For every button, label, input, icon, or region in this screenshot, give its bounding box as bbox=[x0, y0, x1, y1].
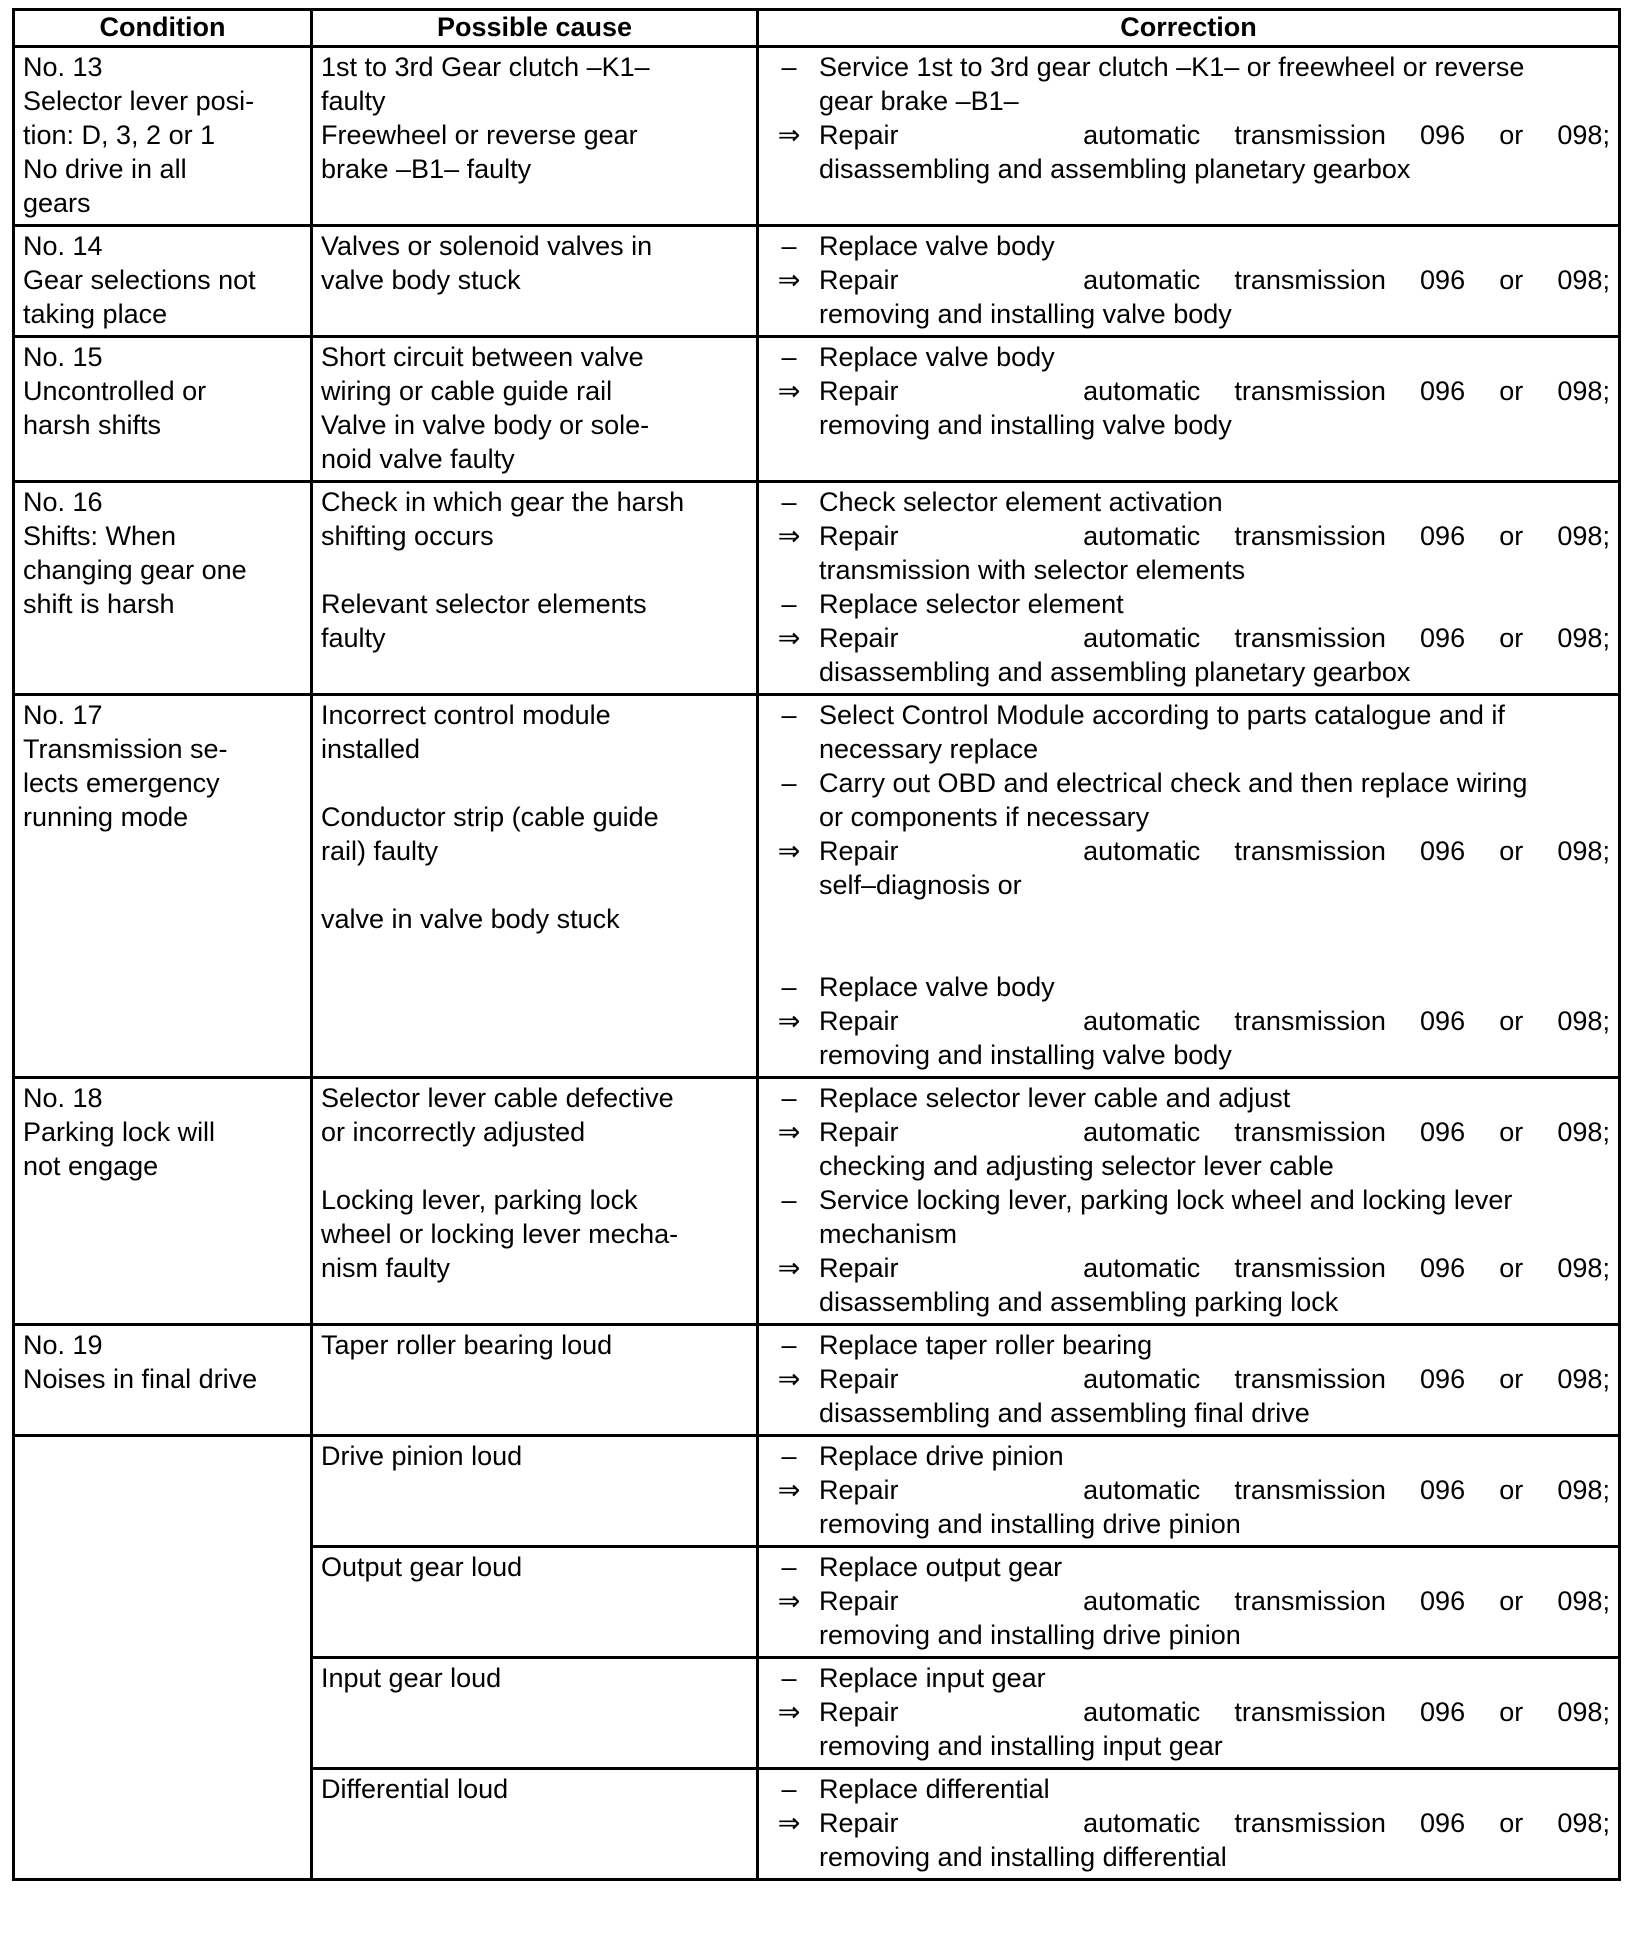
repair-manual-ref: automatic transmission 096 or 098; bbox=[1083, 1808, 1610, 1838]
correction-line: removing and installing input gear bbox=[819, 1731, 1223, 1761]
correction-cell bbox=[758, 1436, 1620, 1547]
repair-label: Repair bbox=[819, 1006, 899, 1036]
condition-line: No. 16 bbox=[23, 487, 103, 517]
correction-line: checking and adjusting selector lever cable bbox=[819, 1151, 1334, 1181]
cause-line: shifting occurs bbox=[321, 521, 494, 551]
dash-bullet-icon: – bbox=[781, 52, 797, 82]
cause-line: Check in which gear the harsh bbox=[321, 487, 685, 517]
cause-spacer bbox=[321, 553, 748, 587]
repair-line bbox=[819, 1473, 1610, 1507]
correction-step bbox=[767, 587, 1610, 621]
header-condition: Condition bbox=[14, 10, 312, 47]
cause-cell bbox=[312, 1325, 758, 1436]
condition-line: No. 19 bbox=[23, 1330, 103, 1360]
correction-cell bbox=[758, 1658, 1620, 1769]
correction-line: Replace selector lever cable and adjust bbox=[819, 1083, 1291, 1113]
condition-line: running mode bbox=[23, 802, 189, 832]
correction-line: disassembling and assembling planetary gearbox bbox=[819, 657, 1411, 687]
dash-bullet-icon: – bbox=[781, 231, 797, 261]
repair-label: Repair bbox=[819, 1586, 899, 1616]
arrow-icon: ⇒ bbox=[777, 1697, 801, 1727]
cause-line: valve body stuck bbox=[321, 265, 521, 295]
correction-cell bbox=[758, 47, 1620, 226]
condition-line: taking place bbox=[23, 299, 168, 329]
troubleshooting-table bbox=[12, 8, 1621, 1881]
condition-line: Uncontrolled or bbox=[23, 376, 207, 406]
repair-label: Repair bbox=[819, 1808, 899, 1838]
condition-line: harsh shifts bbox=[23, 410, 162, 440]
repair-line bbox=[819, 519, 1610, 553]
repair-line bbox=[819, 834, 1610, 868]
repair-line bbox=[819, 1115, 1610, 1149]
cause-cell bbox=[312, 1078, 758, 1325]
arrow-icon: ⇒ bbox=[777, 521, 801, 551]
arrow-icon: ⇒ bbox=[777, 836, 801, 866]
header-correction: Correction bbox=[758, 10, 1620, 47]
table-row bbox=[14, 695, 1620, 1078]
condition-cell bbox=[14, 226, 312, 337]
cause-line: Conductor strip (cable guide bbox=[321, 802, 659, 832]
repair-label: Repair bbox=[819, 623, 899, 653]
cause-cell bbox=[312, 1658, 758, 1769]
cause-line: Drive pinion loud bbox=[321, 1441, 523, 1471]
correction-step bbox=[767, 1439, 1610, 1473]
condition-cell bbox=[14, 47, 312, 226]
correction-line: necessary replace bbox=[819, 734, 1039, 764]
correction-step bbox=[767, 1183, 1610, 1251]
condition-cell bbox=[14, 695, 312, 1078]
repair-manual-ref: automatic transmission 096 or 098; bbox=[1083, 265, 1610, 295]
repair-manual-ref: automatic transmission 096 or 098; bbox=[1083, 1586, 1610, 1616]
cause-line: or incorrectly adjusted bbox=[321, 1117, 586, 1147]
repair-label: Repair bbox=[819, 1253, 899, 1283]
correction-cell bbox=[758, 482, 1620, 695]
correction-line: gear brake –B1– bbox=[819, 86, 1019, 116]
correction-line: Service locking lever, parking lock wheel and locking lever bbox=[819, 1185, 1513, 1215]
repair-manual-ref: automatic transmission 096 or 098; bbox=[1083, 1475, 1610, 1505]
cause-line: wheel or locking lever mecha- bbox=[321, 1219, 679, 1249]
repair-reference bbox=[767, 519, 1610, 587]
dash-bullet-icon: – bbox=[781, 342, 797, 372]
repair-label: Repair bbox=[819, 1364, 899, 1394]
cause-line: Output gear loud bbox=[321, 1552, 523, 1582]
repair-manual-ref: automatic transmission 096 or 098; bbox=[1083, 376, 1610, 406]
repair-label: Repair bbox=[819, 265, 899, 295]
arrow-icon: ⇒ bbox=[777, 265, 801, 295]
condition-line: Noises in final drive bbox=[23, 1364, 258, 1394]
condition-line: lects emergency bbox=[23, 768, 220, 798]
condition-line: No. 15 bbox=[23, 342, 103, 372]
condition-line: gears bbox=[23, 188, 91, 218]
cause-line: faulty bbox=[321, 623, 386, 653]
cause-line: Input gear loud bbox=[321, 1663, 502, 1693]
dash-bullet-icon: – bbox=[781, 1083, 797, 1113]
correction-line: Replace valve body bbox=[819, 342, 1055, 372]
correction-line: Replace valve body bbox=[819, 972, 1055, 1002]
condition-line: No. 18 bbox=[23, 1083, 103, 1113]
arrow-icon: ⇒ bbox=[777, 1117, 801, 1147]
cause-spacer bbox=[321, 868, 748, 902]
correction-line: Replace differential bbox=[819, 1774, 1050, 1804]
repair-line bbox=[819, 621, 1610, 655]
correction-step bbox=[767, 50, 1610, 118]
correction-line: or components if necessary bbox=[819, 802, 1150, 832]
repair-reference bbox=[767, 621, 1610, 689]
repair-manual-ref: automatic transmission 096 or 098; bbox=[1083, 623, 1610, 653]
correction-cell bbox=[758, 1325, 1620, 1436]
correction-line: disassembling and assembling parking lock bbox=[819, 1287, 1339, 1317]
arrow-icon: ⇒ bbox=[777, 623, 801, 653]
condition-line: No. 13 bbox=[23, 52, 103, 82]
repair-manual-ref: automatic transmission 096 or 098; bbox=[1083, 1006, 1610, 1036]
cause-line: rail) faulty bbox=[321, 836, 439, 866]
repair-manual-ref: automatic transmission 096 or 098; bbox=[1083, 1117, 1610, 1147]
cause-spacer bbox=[321, 1149, 748, 1183]
cause-line: Valves or solenoid valves in bbox=[321, 231, 653, 261]
cause-line: Incorrect control module bbox=[321, 700, 611, 730]
correction-line: Replace taper roller bearing bbox=[819, 1330, 1153, 1360]
condition-cell bbox=[14, 1325, 312, 1436]
dash-bullet-icon: – bbox=[781, 972, 797, 1002]
repair-manual-ref: automatic transmission 096 or 098; bbox=[1083, 1697, 1610, 1727]
cause-line: nism faulty bbox=[321, 1253, 451, 1283]
repair-reference bbox=[767, 263, 1610, 331]
cause-cell bbox=[312, 47, 758, 226]
correction-line: Replace output gear bbox=[819, 1552, 1063, 1582]
correction-step bbox=[767, 1550, 1610, 1584]
header-possible-cause: Possible cause bbox=[312, 10, 758, 47]
correction-cell bbox=[758, 1078, 1620, 1325]
cause-line: Differential loud bbox=[321, 1774, 509, 1804]
cause-line: wiring or cable guide rail bbox=[321, 376, 613, 406]
cause-line: Locking lever, parking lock bbox=[321, 1185, 638, 1215]
correction-line: Replace valve body bbox=[819, 231, 1055, 261]
repair-manual-ref: automatic transmission 096 or 098; bbox=[1083, 521, 1610, 551]
dash-bullet-icon: – bbox=[781, 1330, 797, 1360]
repair-reference bbox=[767, 1473, 1610, 1541]
repair-label: Repair bbox=[819, 120, 899, 150]
condition-line: No. 17 bbox=[23, 700, 103, 730]
correction-step bbox=[767, 698, 1610, 766]
dash-bullet-icon: – bbox=[781, 1663, 797, 1693]
correction-line: Check selector element activation bbox=[819, 487, 1223, 517]
arrow-icon: ⇒ bbox=[777, 1586, 801, 1616]
correction-cell bbox=[758, 1547, 1620, 1658]
correction-line: removing and installing valve body bbox=[819, 299, 1232, 329]
cause-cell bbox=[312, 1436, 758, 1547]
cause-line: brake –B1– faulty bbox=[321, 154, 532, 184]
condition-line: shift is harsh bbox=[23, 589, 175, 619]
condition-line: Parking lock will bbox=[23, 1117, 216, 1147]
repair-reference bbox=[767, 118, 1610, 186]
arrow-icon: ⇒ bbox=[777, 1006, 801, 1036]
repair-line bbox=[819, 1004, 1610, 1038]
correction-step bbox=[767, 485, 1610, 519]
correction-line: removing and installing valve body bbox=[819, 1040, 1232, 1070]
repair-manual-ref: automatic transmission 096 or 098; bbox=[1083, 1364, 1610, 1394]
condition-line: not engage bbox=[23, 1151, 159, 1181]
cause-line: valve in valve body stuck bbox=[321, 904, 620, 934]
dash-bullet-icon: – bbox=[781, 1552, 797, 1582]
condition-line: changing gear one bbox=[23, 555, 247, 585]
table-header-row bbox=[14, 10, 1620, 47]
correction-step bbox=[767, 1081, 1610, 1115]
cause-cell bbox=[312, 1547, 758, 1658]
table-row bbox=[14, 482, 1620, 695]
cause-line: Relevant selector elements bbox=[321, 589, 647, 619]
cause-line: Taper roller bearing loud bbox=[321, 1330, 613, 1360]
cause-line: Freewheel or reverse gear bbox=[321, 120, 638, 150]
table-row bbox=[14, 47, 1620, 226]
arrow-icon: ⇒ bbox=[777, 120, 801, 150]
dash-bullet-icon: – bbox=[781, 1185, 797, 1215]
repair-reference bbox=[767, 1695, 1610, 1763]
cause-cell bbox=[312, 1769, 758, 1880]
correction-cell bbox=[758, 695, 1620, 1078]
arrow-icon: ⇒ bbox=[777, 376, 801, 406]
repair-line bbox=[819, 1251, 1610, 1285]
correction-line: removing and installing valve body bbox=[819, 410, 1232, 440]
dash-bullet-icon: – bbox=[781, 589, 797, 619]
cause-spacer bbox=[321, 766, 748, 800]
cause-line: noid valve faulty bbox=[321, 444, 515, 474]
cause-line: Short circuit between valve bbox=[321, 342, 644, 372]
cause-line: faulty bbox=[321, 86, 386, 116]
condition-line: No. 14 bbox=[23, 231, 103, 261]
repair-line bbox=[819, 1806, 1610, 1840]
repair-reference bbox=[767, 1806, 1610, 1874]
table-row bbox=[14, 337, 1620, 482]
dash-bullet-icon: – bbox=[781, 487, 797, 517]
repair-manual-ref: automatic transmission 096 or 098; bbox=[1083, 120, 1610, 150]
cause-cell bbox=[312, 226, 758, 337]
correction-line: Carry out OBD and electrical check and then replace wiring bbox=[819, 768, 1528, 798]
condition-cell bbox=[14, 1078, 312, 1325]
table-row bbox=[14, 1078, 1620, 1325]
repair-reference bbox=[767, 1584, 1610, 1652]
correction-step bbox=[767, 1661, 1610, 1695]
correction-line: Replace selector element bbox=[819, 589, 1124, 619]
cause-line: 1st to 3rd Gear clutch –K1– bbox=[321, 52, 650, 82]
cause-cell bbox=[312, 695, 758, 1078]
repair-line bbox=[819, 374, 1610, 408]
arrow-icon: ⇒ bbox=[777, 1808, 801, 1838]
correction-cell bbox=[758, 226, 1620, 337]
repair-reference bbox=[767, 834, 1610, 902]
condition-cell bbox=[14, 482, 312, 695]
correction-line: removing and installing drive pinion bbox=[819, 1509, 1241, 1539]
table-row bbox=[14, 1436, 1620, 1547]
condition-line: Gear selections not bbox=[23, 265, 256, 295]
correction-line: Service 1st to 3rd gear clutch –K1– or freewheel or reverse bbox=[819, 52, 1525, 82]
repair-manual-ref: automatic transmission 096 or 098; bbox=[1083, 836, 1610, 866]
correction-line: Replace drive pinion bbox=[819, 1441, 1064, 1471]
arrow-icon: ⇒ bbox=[777, 1475, 801, 1505]
correction-cell bbox=[758, 337, 1620, 482]
repair-line bbox=[819, 118, 1610, 152]
repair-label: Repair bbox=[819, 836, 899, 866]
dash-bullet-icon: – bbox=[781, 1774, 797, 1804]
repair-reference bbox=[767, 1251, 1610, 1319]
correction-step bbox=[767, 340, 1610, 374]
condition-cell-empty bbox=[14, 1436, 312, 1880]
correction-line: mechanism bbox=[819, 1219, 958, 1249]
correction-line: transmission with selector elements bbox=[819, 555, 1246, 585]
correction-line: Select Control Module according to parts catalogue and if bbox=[819, 700, 1505, 730]
repair-reference bbox=[767, 1362, 1610, 1430]
cause-cell bbox=[312, 337, 758, 482]
correction-line: Replace input gear bbox=[819, 1663, 1046, 1693]
correction-step bbox=[767, 229, 1610, 263]
repair-reference bbox=[767, 374, 1610, 442]
correction-line: disassembling and assembling planetary gearbox bbox=[819, 154, 1411, 184]
cause-line: Valve in valve body or sole- bbox=[321, 410, 650, 440]
correction-step bbox=[767, 1328, 1610, 1362]
repair-line bbox=[819, 1695, 1610, 1729]
condition-cell bbox=[14, 337, 312, 482]
repair-label: Repair bbox=[819, 1475, 899, 1505]
repair-label: Repair bbox=[819, 521, 899, 551]
condition-line: Transmission se- bbox=[23, 734, 228, 764]
condition-line: No drive in all bbox=[23, 154, 187, 184]
dash-bullet-icon: – bbox=[781, 700, 797, 730]
repair-reference bbox=[767, 1115, 1610, 1183]
correction-step bbox=[767, 970, 1610, 1004]
correction-line: disassembling and assembling final drive bbox=[819, 1398, 1310, 1428]
condition-line: tion: D, 3, 2 or 1 bbox=[23, 120, 216, 150]
page bbox=[12, 8, 1618, 1881]
repair-reference bbox=[767, 1004, 1610, 1072]
correction-line: removing and installing differential bbox=[819, 1842, 1227, 1872]
correction-spacer bbox=[767, 902, 1610, 970]
correction-step bbox=[767, 1772, 1610, 1806]
correction-line: removing and installing drive pinion bbox=[819, 1620, 1241, 1650]
correction-step bbox=[767, 766, 1610, 834]
table-row bbox=[14, 226, 1620, 337]
repair-line bbox=[819, 1584, 1610, 1618]
repair-label: Repair bbox=[819, 376, 899, 406]
repair-label: Repair bbox=[819, 1117, 899, 1147]
correction-cell bbox=[758, 1769, 1620, 1880]
repair-manual-ref: automatic transmission 096 or 098; bbox=[1083, 1253, 1610, 1283]
cause-line: Selector lever cable defective bbox=[321, 1083, 674, 1113]
arrow-icon: ⇒ bbox=[777, 1253, 801, 1283]
correction-line: self–diagnosis or bbox=[819, 870, 1022, 900]
condition-line: Shifts: When bbox=[23, 521, 177, 551]
dash-bullet-icon: – bbox=[781, 768, 797, 798]
dash-bullet-icon: – bbox=[781, 1441, 797, 1471]
cause-cell bbox=[312, 482, 758, 695]
arrow-icon: ⇒ bbox=[777, 1364, 801, 1394]
table-body bbox=[14, 47, 1620, 1880]
condition-line: Selector lever posi- bbox=[23, 86, 255, 116]
cause-line: installed bbox=[321, 734, 421, 764]
repair-line bbox=[819, 1362, 1610, 1396]
table-row bbox=[14, 1325, 1620, 1436]
repair-label: Repair bbox=[819, 1697, 899, 1727]
repair-line bbox=[819, 263, 1610, 297]
